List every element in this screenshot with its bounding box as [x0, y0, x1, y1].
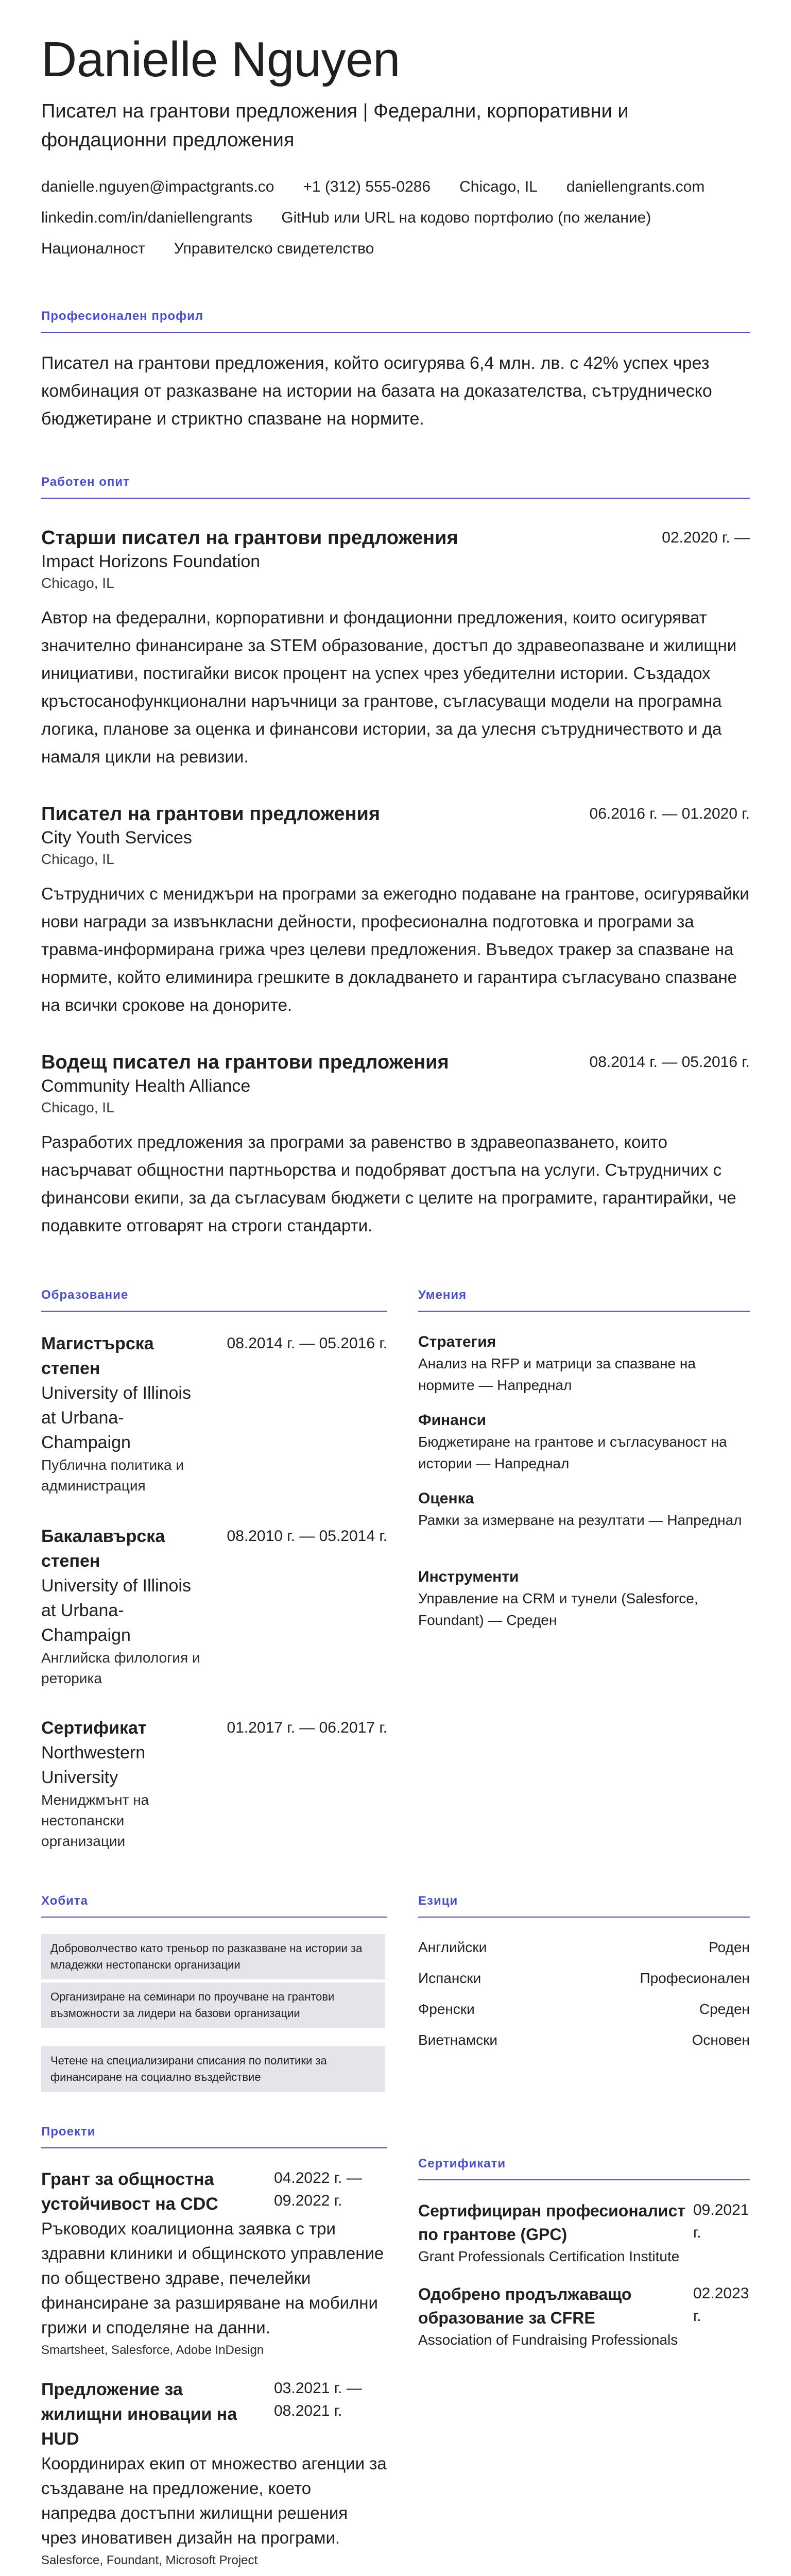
edu-school: Northwestern University [41, 1743, 146, 1787]
certificate-item [418, 2282, 750, 2350]
language-level: Основен [692, 2032, 750, 2048]
experience-item [41, 1050, 750, 1240]
job-company: City Youth Services [41, 828, 192, 848]
skill-text: Рамки за измерване на резултати — Напреднал [418, 1512, 742, 1528]
contact-github[interactable]: GitHub или URL на кодово портфолио (по желание) [281, 209, 651, 226]
language-item [418, 2030, 750, 2050]
candidate-name: Danielle Nguyen [41, 32, 400, 87]
language-level: Професионален [640, 1970, 750, 1986]
language-level: Среден [699, 2001, 750, 2017]
section-divider [41, 2147, 387, 2148]
contact-phone[interactable]: +1 (312) 555-0286 [303, 178, 431, 195]
job-description: Сътрудничих с мениджъри на програми за ежегодно подаване на грантове, осигурявайки нови награди за извънкласни дейности, професионална подготовка и програми за травма-информирана грижа чрез целеви предложения. Въведох тракер за спазване на нормите, който елиминира грешките в докладването и гарантира съгласувано спазване на всички срокове на донорите. [41, 884, 749, 1014]
skill-category: Инструменти [418, 1568, 519, 1585]
language-name: Английски [418, 1939, 487, 1955]
job-location: Chicago, IL [41, 851, 114, 867]
profile-summary: Писател на грантови предложения, който осигурява 6,4 млн. лв. с 42% успех чрез комбинация от разказване на истории на базата на доказателства, сътрудническо бюджетиране и стриктно спазване на нормите. [41, 353, 712, 429]
section-divider [418, 1311, 750, 1312]
job-location: Chicago, IL [41, 575, 114, 591]
project-dates: 04.2022 г. — 09.2022 г. [274, 2170, 362, 2209]
edu-dates: 08.2010 г. — 05.2014 г. [227, 1528, 387, 1545]
project-item [41, 2167, 387, 2361]
certificate-date: 02.2023 г. [693, 2285, 749, 2325]
edu-degree: Бакалавърска степен [41, 1527, 165, 1571]
project-title: Предложение за жилищни иновации на HUD [41, 2380, 237, 2449]
language-name: Френски [418, 2001, 475, 2017]
certificate-name: Одобрено продължаващо образование за CFRE [418, 2285, 632, 2327]
section-title-experience: Работен опит [41, 475, 130, 489]
section-title-languages: Езици [418, 1894, 458, 1908]
hobby-item: Доброволчество като треньор по разказване на истории за младежки нестопански организации [41, 1934, 385, 1979]
contact-website[interactable]: daniellengrants.com [566, 178, 705, 195]
project-tools: Smartsheet, Salesforce, Adobe InDesign [41, 2343, 264, 2357]
section-divider [41, 498, 750, 499]
skill-category: Стратегия [418, 1333, 496, 1350]
edu-school: University of Illinois at Urbana-Champaign [41, 1576, 191, 1645]
language-item [418, 1937, 750, 1958]
language-item [418, 1999, 750, 2020]
certificate-date: 09.2021 г. [693, 2201, 749, 2241]
edu-degree: Магистърска степен [41, 1334, 154, 1378]
section-divider [41, 332, 750, 333]
project-description: Ръководих коалиционна заявка с три здравни клиники и общинското управление по обществено здраве, печелейки финансиране за разширяване на мобилни грижи и споделяне на данни. [41, 2219, 384, 2337]
language-name: Испански [418, 1970, 482, 1986]
job-company: Impact Horizons Foundation [41, 552, 261, 571]
project-dates: 03.2021 г. — 08.2021 г. [274, 2380, 362, 2419]
education-item [41, 1716, 387, 1852]
job-description: Автор на федерални, корпоративни и фондационни предложения, които осигуряват значително финансиране за STEM образование, достъп до здравеопазване и жилищни инициативи, постигайки висок процент на успех чрез убедителни истории. Създадох кръстосанофункционални наръчници за грантове, съгласуващи модели на програмна логика, планове за оценка и финансови истории, за да улесня сътрудничеството и да намаля цикли на ревизии. [41, 608, 737, 766]
certificate-issuer: Grant Professionals Certification Institute [418, 2248, 680, 2264]
headline: Писател на грантови предложения | Федерални, корпоративни и фондационни предложения [41, 100, 629, 151]
job-title: Старши писател на грантови предложения [41, 527, 458, 549]
project-title: Грант за общностна устойчивост на CDC [41, 2170, 218, 2214]
section-divider [41, 1311, 387, 1312]
language-item [418, 1968, 750, 1989]
edu-field: Английска филология и реторика [41, 1650, 200, 1686]
section-divider [41, 1917, 387, 1918]
skill-text: Бюджетиране на грантове и съгласуваност на истории — Напреднал [418, 1434, 727, 1471]
certificate-name: Сертифициран професионалист по грантове (GPC) [418, 2201, 685, 2244]
section-title-education: Образование [41, 1288, 129, 1302]
skill-item [418, 1410, 750, 1475]
section-title-certificates: Сертификати [418, 2157, 506, 2171]
education-item [41, 1524, 387, 1689]
contact-email[interactable]: danielle.nguyen@impactgrants.co [41, 178, 274, 195]
contact-linkedin[interactable]: linkedin.com/in/daniellengrants [41, 209, 253, 226]
skill-text: Управление на CRM и тунели (Salesforce, Foundant) — Среден [418, 1590, 698, 1628]
job-dates: 02.2020 г. — [662, 529, 750, 546]
hobby-item: Организиране на семинари по проучване на грантови възможности за лидери на базови организации [41, 1982, 385, 2028]
language-level: Роден [709, 1939, 750, 1955]
hobby-item: Четене на специализирани списания по политики за финансиране на социално въздействие [41, 2046, 385, 2092]
contact-nationality: Националност [41, 240, 145, 257]
edu-field: Мениджмънт на нестопански организации [41, 1792, 149, 1849]
project-description: Координирах екип от множество агенции за създаване на предложение, което напредва достъпни жилищни решения чрез иновативен дизайн на програми. [41, 2454, 387, 2547]
job-title: Водещ писател на грантови предложения [41, 1052, 449, 1073]
education-item [41, 1331, 387, 1496]
skill-category: Финанси [418, 1412, 487, 1429]
edu-degree: Сертификат [41, 1718, 147, 1738]
edu-dates: 08.2014 г. — 05.2016 г. [227, 1335, 387, 1352]
experience-item [41, 526, 750, 771]
section-divider [418, 2179, 750, 2180]
edu-dates: 01.2017 г. — 06.2017 г. [227, 1719, 387, 1736]
section-title-skills: Умения [418, 1288, 467, 1302]
contact-location: Chicago, IL [459, 178, 538, 195]
skill-item [418, 1488, 750, 1531]
experience-item [41, 802, 750, 1019]
project-item [41, 2377, 387, 2571]
contact-block [41, 177, 750, 270]
edu-school: University of Illinois at Urbana-Champaign [41, 1383, 191, 1452]
contact-license: Управителско свидетелство [174, 240, 374, 257]
job-location: Chicago, IL [41, 1099, 114, 1115]
job-title: Писател на грантови предложения [41, 803, 381, 825]
language-name: Виетнамски [418, 2032, 497, 2048]
certificate-issuer: Association of Fundraising Professionals [418, 2332, 678, 2348]
job-dates: 08.2014 г. — 05.2016 г. [589, 1054, 750, 1071]
section-title-projects: Проекти [41, 2125, 96, 2139]
job-company: Community Health Alliance [41, 1076, 251, 1096]
job-description: Разработих предложения за програми за равенство в здравеопазването, които насърчават общностни партньорства и подобряват достъпа на услуги. Сътрудничих с финансови екипи, за да съгласувам бюджети с целите на програмите, гарантирайки, че подавките отговарят на строги стандарти. [41, 1132, 736, 1235]
job-dates: 06.2016 г. — 01.2020 г. [589, 805, 750, 822]
skill-text: Анализ на RFP и матрици за спазване на нормите — Напреднал [418, 1355, 696, 1393]
skill-item [418, 1331, 750, 1396]
skill-item [418, 1566, 750, 1631]
section-title-hobbies: Хобита [41, 1894, 89, 1908]
section-title-profile: Професионален профил [41, 309, 204, 323]
certificate-item [418, 2199, 750, 2267]
edu-field: Публична политика и администрация [41, 1457, 184, 1494]
skill-category: Оценка [418, 1490, 474, 1507]
project-tools: Salesforce, Foundant, Microsoft Project [41, 2553, 258, 2567]
section-divider [418, 1917, 750, 1918]
